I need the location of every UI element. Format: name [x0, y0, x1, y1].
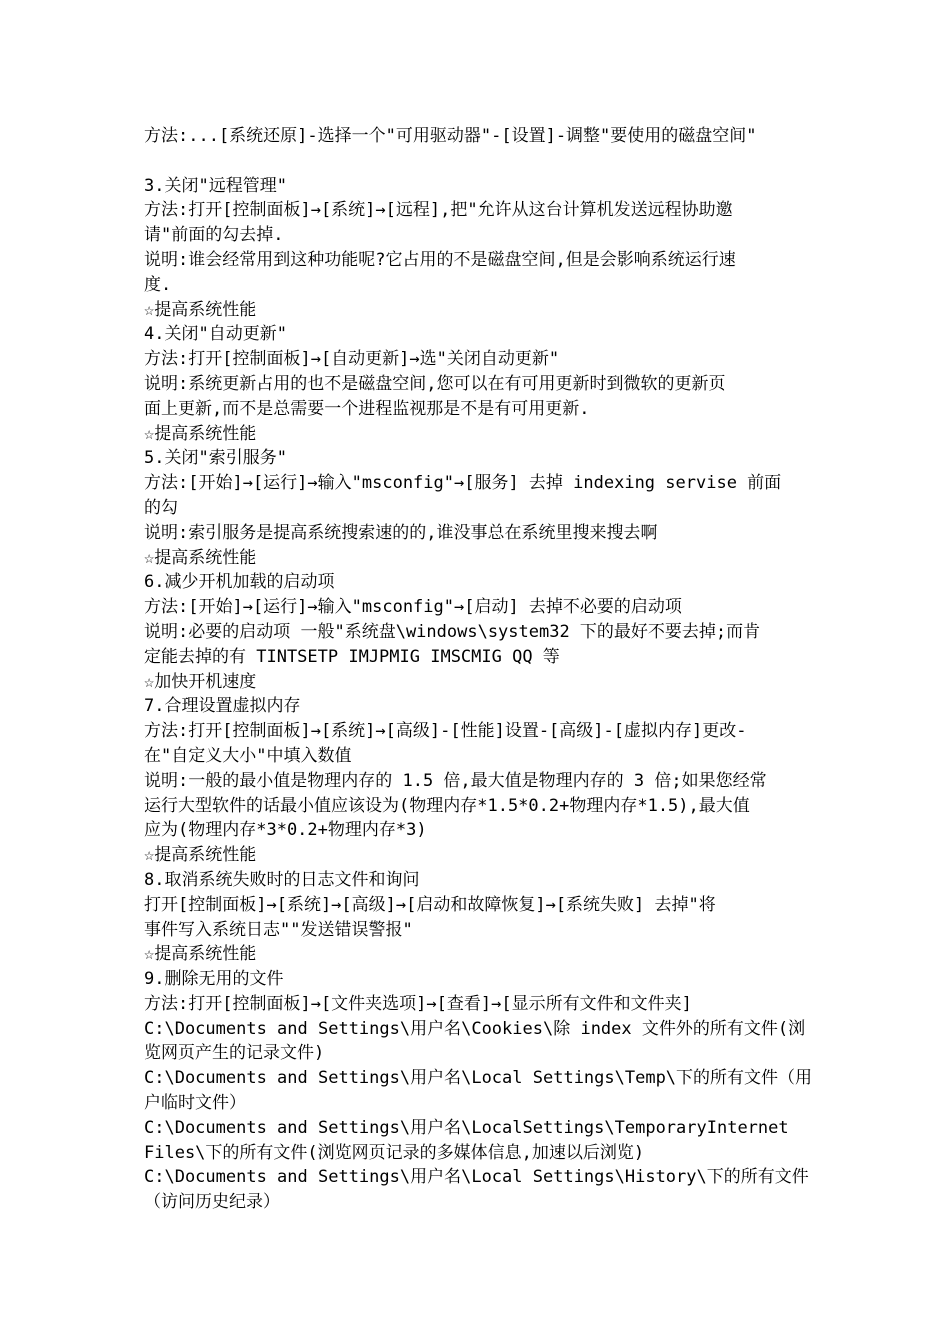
section-heading: 4.关闭"自动更新" — [144, 324, 287, 345]
file-path-line: C:\Documents and Settings\用户名\Local Settings\Temp\下的所有文件（用 — [144, 1068, 812, 1089]
document-body — [144, 124, 812, 1215]
text-line: 说明:系统更新占用的也不是磁盘空间,您可以在有可用更新时到微软的更新页 — [144, 373, 726, 394]
text-line: 方法:打开[控制面板]→[自动更新]→选"关闭自动更新" — [144, 349, 560, 370]
section-heading: 6.减少开机加载的启动项 — [144, 572, 335, 593]
section-heading: 8.取消系统失败时的日志文件和询问 — [144, 869, 420, 890]
blank-line — [144, 149, 812, 174]
text-line: 说明:索引服务是提高系统搜索速的的,谁没事总在系统里搜来搜去啊 — [144, 522, 658, 543]
text-line: 方法:[开始]→[运行]→输入"msconfig"→[启动] 去掉不必要的启动项 — [144, 597, 682, 618]
text-line: 打开[控制面板]→[系统]→[高级]→[启动和故障恢复]→[系统失败] 去掉"将 — [144, 894, 716, 915]
text-line: 览网页产生的记录文件) — [144, 1043, 325, 1064]
text-line: 度. — [144, 274, 172, 295]
section-heading: 5.关闭"索引服务" — [144, 448, 287, 469]
section-heading: 3.关闭"远程管理" — [144, 175, 287, 196]
text-line: 说明:一般的最小值是物理内存的 1.5 倍,最大值是物理内存的 3 倍;如果您经常 — [144, 770, 767, 791]
benefit-note: ☆提高系统性能 — [144, 299, 257, 320]
text-line: 定能去掉的有 TINTSETP IMJPMIG IMSCMIG QQ 等 — [144, 646, 560, 667]
text-line: 请"前面的勾去掉. — [144, 225, 284, 246]
benefit-note: ☆提高系统性能 — [144, 423, 257, 444]
text-line: Files\下的所有文件(浏览网页记录的多媒体信息,加速以后浏览) — [144, 1142, 645, 1163]
file-path-line: C:\Documents and Settings\用户名\Cookies\除 index 文件外的所有文件(浏 — [144, 1018, 806, 1039]
section-heading: 7.合理设置虚拟内存 — [144, 696, 301, 717]
text-line: （访问历史纪录） — [144, 1192, 280, 1213]
text-line: 面上更新,而不是总需要一个进程监视那是不是有可用更新. — [144, 398, 590, 419]
text-line: 事件写入系统日志""发送错误警报" — [144, 919, 413, 940]
text-line: 在"自定义大小"中填入数值 — [144, 745, 352, 766]
text-line: 运行大型软件的话最小值应该设为(物理内存*1.5*0.2+物理内存*1.5),最大值 — [144, 795, 750, 816]
text-line: 方法:打开[控制面板]→[系统]→[远程],把"允许从这台计算机发送远程协助邀 — [144, 200, 733, 221]
text-line: 说明:必要的启动项 一般"系统盘\windows\system32 下的最好不要去掉;而肯 — [144, 621, 761, 642]
benefit-note: ☆提高系统性能 — [144, 547, 257, 568]
benefit-note: ☆加快开机速度 — [144, 671, 257, 692]
section-heading: 9.删除无用的文件 — [144, 969, 284, 990]
text-line: 方法:打开[控制面板]→[文件夹选项]→[查看]→[显示所有文件和文件夹] — [144, 993, 692, 1014]
file-path-line: C:\Documents and Settings\用户名\LocalSettings\TemporaryInternet — [144, 1117, 789, 1138]
text-line: 户临时文件） — [144, 1093, 246, 1114]
text-line: 方法:打开[控制面板]→[系统]→[高级]-[性能]设置-[高级]-[虚拟内存]更改- — [144, 721, 747, 742]
text-line: 应为(物理内存*3*0.2+物理内存*3) — [144, 820, 427, 841]
file-path-line: C:\Documents and Settings\用户名\Local Settings\History\下的所有文件 — [144, 1167, 809, 1188]
text-line: 的勾 — [144, 497, 178, 518]
text-line: 方法:[开始]→[运行]→输入"msconfig"→[服务] 去掉 indexing servise 前面 — [144, 473, 782, 494]
benefit-note: ☆提高系统性能 — [144, 845, 257, 866]
text-line: 方法:...[系统还原]-选择一个"可用驱动器"-[设置]-调整"要使用的磁盘空间" — [144, 126, 757, 146]
text-line: 说明:谁会经常用到这种功能呢?它占用的不是磁盘空间,但是会影响系统运行速 — [144, 249, 736, 270]
benefit-note: ☆提高系统性能 — [144, 944, 257, 965]
